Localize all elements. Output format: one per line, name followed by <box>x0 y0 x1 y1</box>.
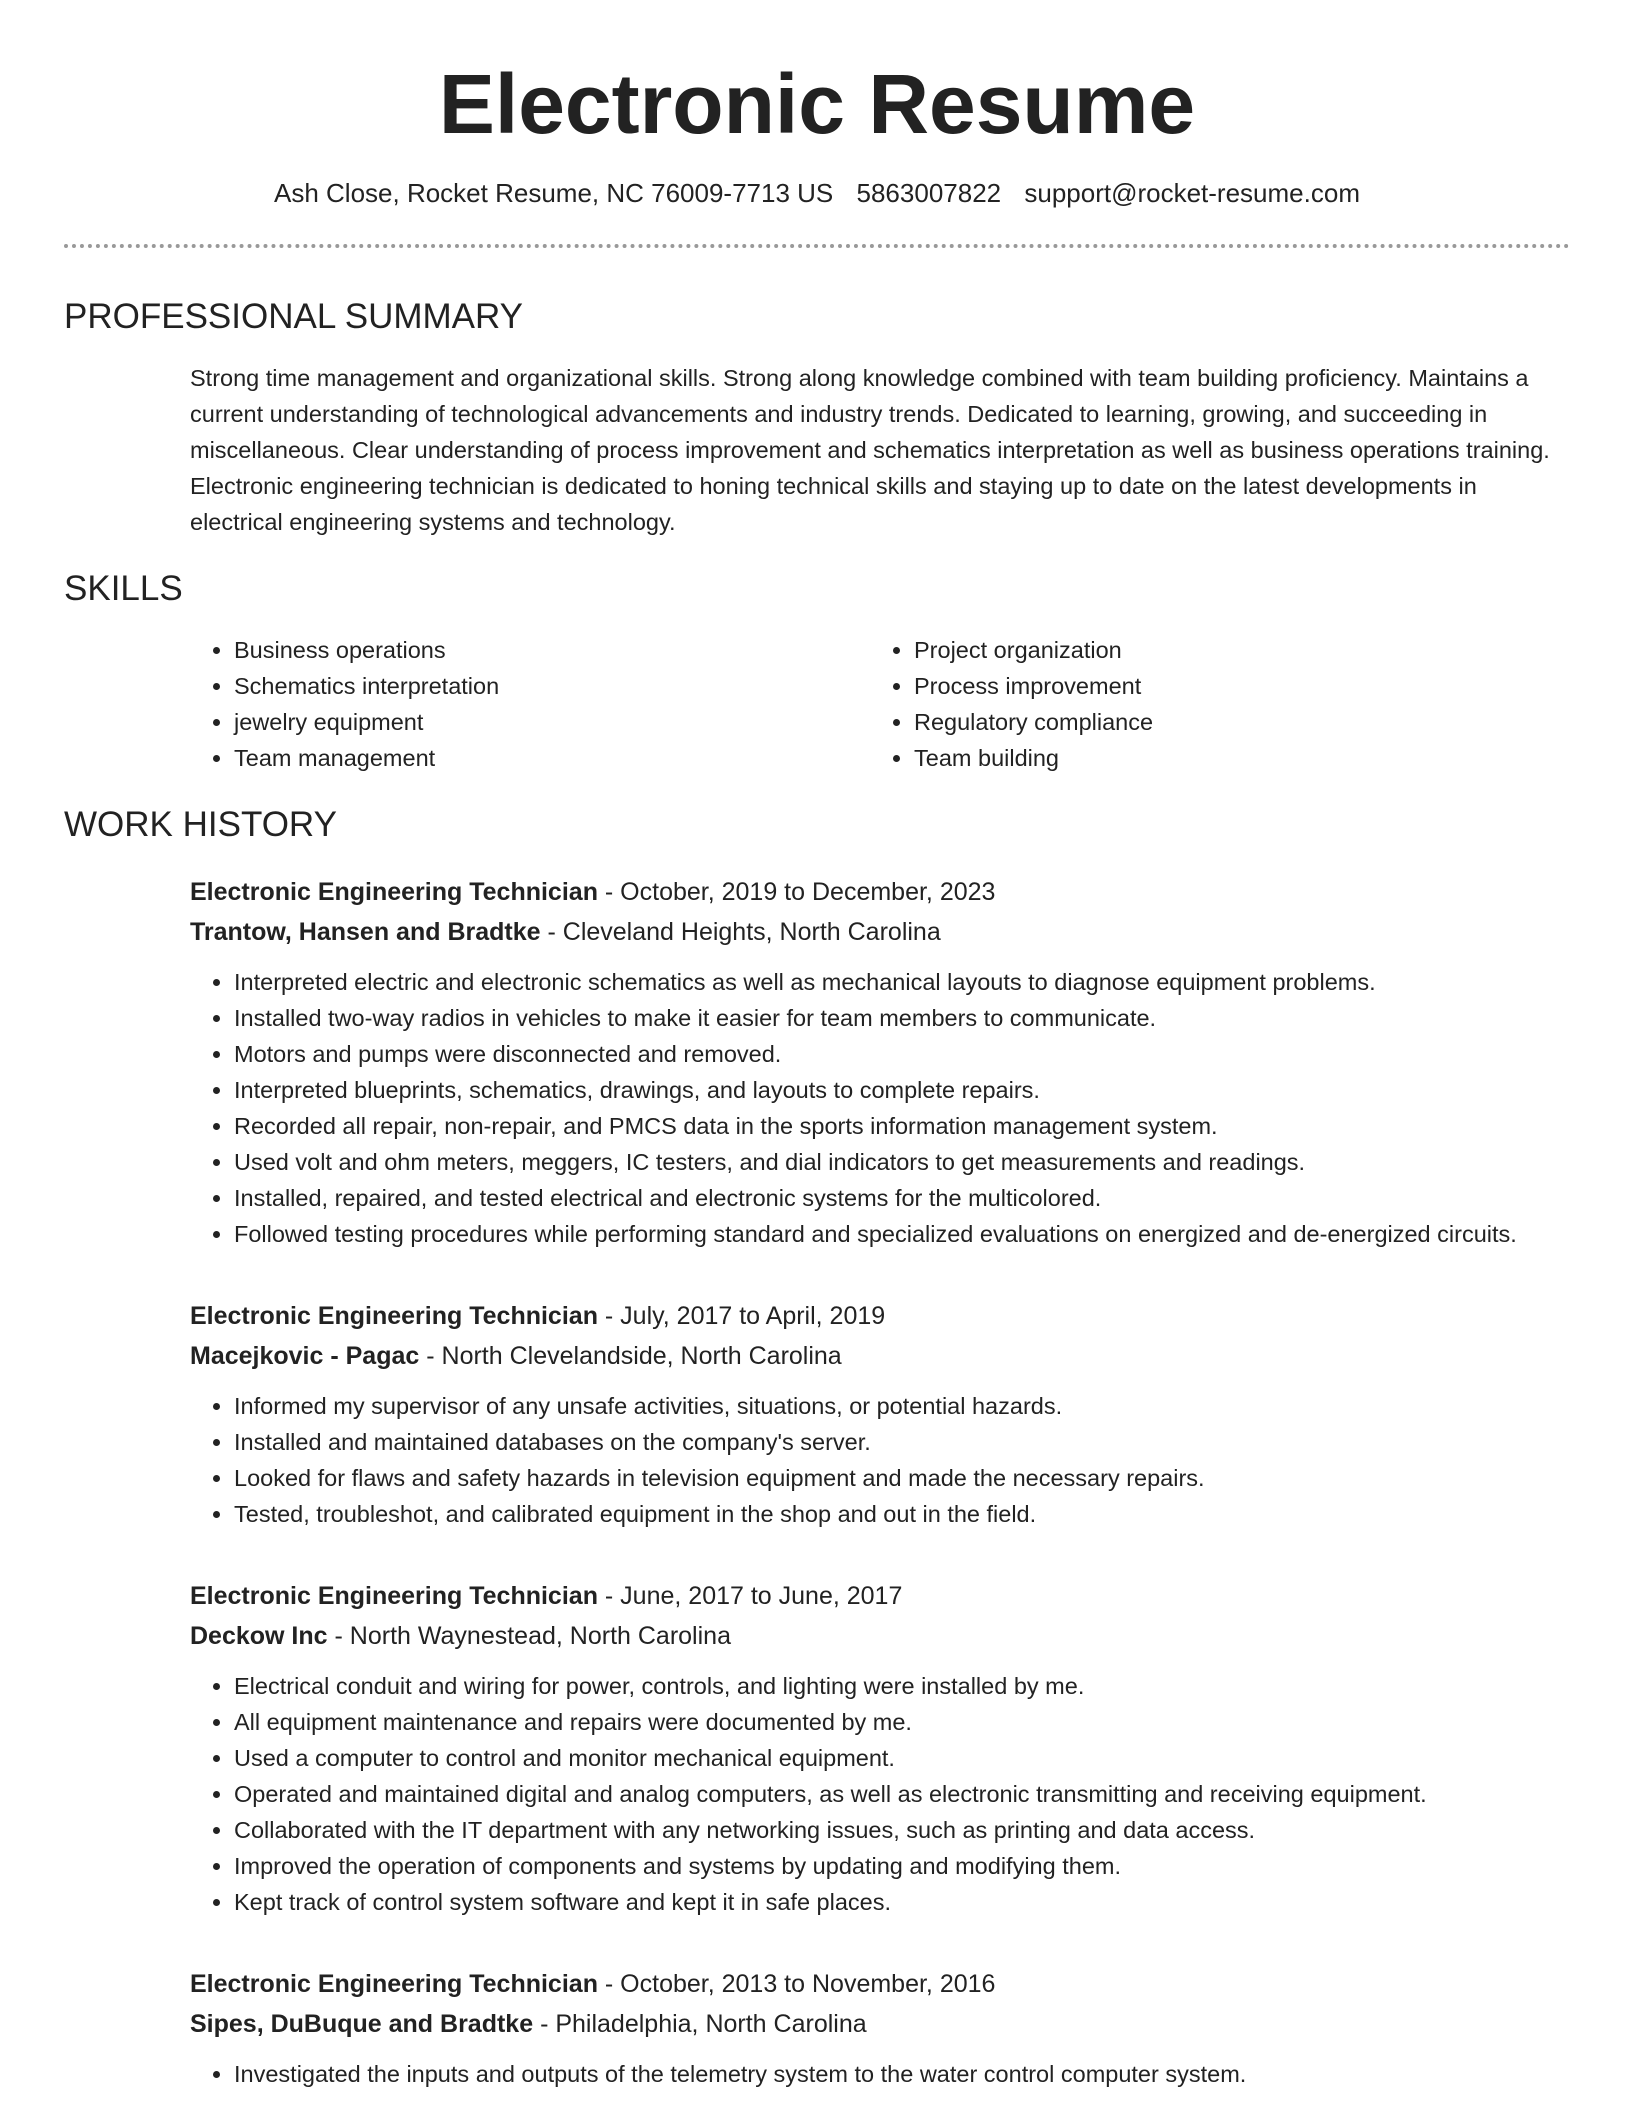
job-bullet: • Installed, repaired, and tested electrical and electronic systems for the multicolored. <box>234 1180 1570 1216</box>
job-bullet: • Interpreted electric and electronic schematics as well as mechanical layouts to diagnose equipment problems. <box>234 964 1570 1000</box>
job-role: Electronic Engineering Technician <box>190 1969 598 1998</box>
job-role: Electronic Engineering Technician <box>190 1301 598 1330</box>
work-section <box>64 804 1570 2092</box>
skills-section <box>64 568 1570 776</box>
job-dates: - October, 2019 to December, 2023 <box>597 877 996 906</box>
job-bullet: • Collaborated with the IT department with any networking issues, such as printing and data access. <box>234 1812 1570 1848</box>
job-dates: - June, 2017 to June, 2017 <box>597 1581 903 1610</box>
job-bullet: • Investigated the inputs and outputs of the telemetry system to the water control computer system. <box>234 2056 1570 2092</box>
job-bullet: • Interpreted blueprints, schematics, drawings, and layouts to complete repairs. <box>234 1072 1570 1108</box>
job-location: - Philadelphia, North Carolina <box>533 2009 867 2038</box>
job-role: Electronic Engineering Technician <box>190 877 598 906</box>
skill-item: • Team management <box>234 740 870 776</box>
summary-section <box>64 296 1570 540</box>
job-bullets <box>190 1668 1570 1920</box>
job-bullets <box>190 2056 1570 2092</box>
summary-text: Strong time management and organizational skills. Strong along knowledge combined with team building proficiency. Maintains a current understanding of technological advancements and industry trends. Dedicated to learning, growing, and succeeding in miscellaneous. Clear understanding of process improvement and schematics interpretation as well as business operations training. Electronic engineering technician is dedicated to honing technical skills and staying up to date on the latest developments in electrical engineering systems and technology. <box>190 364 1550 535</box>
job-bullet: • Recorded all repair, non-repair, and PMCS data in the sports information management system. <box>234 1108 1570 1144</box>
skills-grid <box>190 632 1570 776</box>
job-location: - North Waynestead, North Carolina <box>327 1621 731 1650</box>
job-entry <box>190 1296 1570 1532</box>
job-bullet: • Informed my supervisor of any unsafe activities, situations, or potential hazards. <box>234 1388 1570 1424</box>
job-bullet: • All equipment maintenance and repairs were documented by me. <box>234 1704 1570 1740</box>
job-company-line <box>190 912 1570 952</box>
job-bullet: • Motors and pumps were disconnected and removed. <box>234 1036 1570 1072</box>
contact-phone: 5863007822 <box>856 178 1002 209</box>
skill-item: • Process improvement <box>914 668 1550 704</box>
job-bullet: • Installed and maintained databases on the company's server. <box>234 1424 1570 1460</box>
skill-item: • Regulatory compliance <box>914 704 1550 740</box>
job-company-line <box>190 1336 1570 1376</box>
job-bullets <box>190 964 1570 1252</box>
job-dates: - July, 2017 to April, 2019 <box>597 1301 886 1330</box>
skill-item: • Project organization <box>914 632 1550 668</box>
job-company: Deckow Inc <box>190 1621 328 1650</box>
job-company: Sipes, DuBuque and Bradtke <box>190 2009 534 2038</box>
work-heading: WORK HISTORY <box>64 804 337 844</box>
job-dates: - October, 2013 to November, 2016 <box>597 1969 996 1998</box>
job-bullets <box>190 1388 1570 1532</box>
job-entry <box>190 872 1570 1252</box>
skill-item: • Team building <box>914 740 1550 776</box>
job-title-line <box>190 1296 1570 1336</box>
job-bullet: • Operated and maintained digital and analog computers, as well as electronic transmitting and receiving equipment. <box>234 1776 1570 1812</box>
skill-item: • Business operations <box>234 632 870 668</box>
job-title-line <box>190 872 1570 912</box>
summary-heading: PROFESSIONAL SUMMARY <box>64 296 523 336</box>
job-bullet: • Followed testing procedures while performing standard and specialized evaluations on energized and de-energized circuits. <box>234 1216 1570 1252</box>
job-bullet: • Installed two-way radios in vehicles to make it easier for team members to communicate. <box>234 1000 1570 1036</box>
job-title-line <box>190 1964 1570 2004</box>
job-bullet: • Used volt and ohm meters, meggers, IC testers, and dial indicators to get measurements and readings. <box>234 1144 1570 1180</box>
job-bullet: • Improved the operation of components and systems by updating and modifying them. <box>234 1848 1570 1884</box>
job-entry <box>190 1964 1570 2092</box>
job-bullet: • Electrical conduit and wiring for power, controls, and lighting were installed by me. <box>234 1668 1570 1704</box>
contact-email: support@rocket-resume.com <box>1024 178 1360 209</box>
job-role: Electronic Engineering Technician <box>190 1581 598 1610</box>
job-entry <box>190 1576 1570 1920</box>
header-divider <box>64 244 1570 248</box>
skills-heading: SKILLS <box>64 568 183 608</box>
resume-name: Electronic Resume <box>438 57 1196 151</box>
skill-item: • Schematics interpretation <box>234 668 870 704</box>
resume-page <box>64 0 1570 2092</box>
job-company-line <box>190 1616 1570 1656</box>
skills-column-right <box>870 632 1550 776</box>
contact-line <box>64 178 1570 209</box>
job-bullet: • Looked for flaws and safety hazards in television equipment and made the necessary repairs. <box>234 1460 1570 1496</box>
job-location: - North Clevelandside, North Carolina <box>419 1341 842 1370</box>
skills-column-left <box>190 632 870 776</box>
job-company: Macejkovic - Pagac <box>190 1341 420 1370</box>
job-company-line <box>190 2004 1570 2044</box>
skill-item: • jewelry equipment <box>234 704 870 740</box>
job-title-line <box>190 1576 1570 1616</box>
job-bullet: • Used a computer to control and monitor mechanical equipment. <box>234 1740 1570 1776</box>
job-location: - Cleveland Heights, North Carolina <box>540 917 941 946</box>
job-bullet: • Kept track of control system software and kept it in safe places. <box>234 1884 1570 1920</box>
job-bullet: • Tested, troubleshot, and calibrated equipment in the shop and out in the field. <box>234 1496 1570 1532</box>
job-company: Trantow, Hansen and Bradtke <box>190 917 541 946</box>
contact-address: Ash Close, Rocket Resume, NC 76009-7713 US <box>274 178 834 209</box>
